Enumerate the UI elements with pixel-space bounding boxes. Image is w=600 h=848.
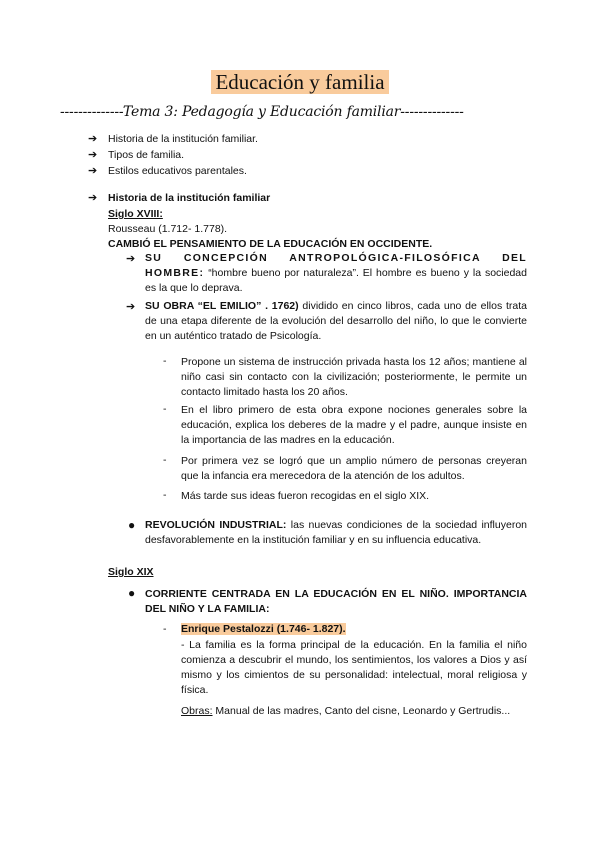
siglo-xviii-label: Siglo XVIII:: [108, 208, 163, 220]
dash-marker: -: [163, 403, 167, 415]
pestalozzi-text: - La familia es la forma principal de la educación. En la familia el niño comienza a descubrir el mundo, los sentimientos, los valores a Dios y así mismo y los cimientos de su personalidad: intelectual, moral religiosa y física.: [181, 639, 527, 696]
revolucion-bold: REVOLUCIÓN INDUSTRIAL:: [145, 519, 287, 531]
obras-paragraph: [181, 704, 527, 719]
document-title: Educación y familia: [0, 70, 600, 95]
arrow-icon: ➔: [88, 165, 98, 177]
obras-label: Obras:: [181, 705, 213, 717]
arrow-icon: ➔: [88, 149, 98, 161]
dash-marker: -: [163, 623, 167, 635]
index-item: Tipos de familia.: [108, 149, 185, 161]
siglo-xix-label: Siglo XIX: [108, 566, 154, 578]
dash-item: Más tarde sus ideas fueron recogidas en el siglo XIX.: [181, 490, 430, 502]
arrow-icon: ➔: [126, 253, 136, 265]
arrow-icon: ➔: [126, 301, 136, 313]
corriente-heading: CORRIENTE CENTRADA EN LA EDUCACIÓN EN EL NIÑO. IMPORTANCIA DEL NIÑO Y LA FAMILIA:: [145, 588, 527, 615]
pestalozzi-heading: Enrique Pestalozzi (1.746- 1.827).: [181, 623, 346, 635]
arrow-icon: ➔: [88, 192, 98, 204]
obra-text: dividido en cinco libros, cada uno de ellos trata de una etapa diferente de la evolución del desarrollo del niño, lo que le convierte en un auténtico tratado de Psicología.: [145, 300, 527, 342]
concepcion-bold: SU CONCEPCIÓN ANTROPOLÓGICA-FILOSÓFICA DEL HOMBRE:: [145, 252, 527, 279]
bullet-icon: ●: [128, 518, 136, 532]
concepcion-paragraph: [145, 251, 527, 296]
index-item: Estilos educativos parentales.: [108, 165, 247, 177]
cambio-heading: CAMBIÓ EL PENSAMIENTO DE LA EDUCACIÓN EN OCCIDENTE.: [108, 238, 433, 250]
document-subtitle: --------------Tema 3: Pedagogía y Educación familiar--------------: [60, 104, 464, 120]
obras-text: Manual de las madres, Canto del cisne, Leonardo y Gertrudis...: [212, 705, 511, 717]
dash-item: Propone un sistema de instrucción privada hasta los 12 años; mantiene al niño casi sin contacto con la civilización; posteriormente, le permite un contacto limitado hasta los 20 años.: [181, 356, 527, 398]
concepcion-text: “hombre bueno por naturaleza”. El hombre es bueno y la sociedad es la que lo deprava.: [145, 267, 527, 294]
index-item: Historia de la institución familiar.: [108, 133, 258, 145]
dash-item: En el libro primero de esta obra expone nociones generales sobre la educación, explica los deberes de la madre y el padre, aunque insiste en la importancia de las madres en la educación.: [181, 404, 527, 446]
dash-marker: -: [163, 454, 167, 466]
bullet-icon: ●: [128, 586, 136, 600]
rousseau-line: Rousseau (1.712- 1.778).: [108, 223, 228, 235]
arrow-icon: ➔: [88, 133, 98, 145]
dash-marker: -: [163, 355, 167, 367]
revolucion-text: las nuevas condiciones de la sociedad influyeron desfavorablemente en la institución familiar y en su influencia educativa.: [145, 519, 527, 546]
dash-item: Por primera vez se logró que un amplio número de personas creyeran que la infancia era merecedora de la atención de los adultos.: [181, 455, 527, 482]
obra-bold: SU OBRA “EL EMILIO” . 1762): [145, 300, 299, 312]
revolucion-paragraph: [145, 518, 527, 548]
section-heading: Historia de la institución familiar: [108, 192, 271, 204]
obra-paragraph: [145, 299, 527, 344]
dash-marker: -: [163, 489, 167, 501]
